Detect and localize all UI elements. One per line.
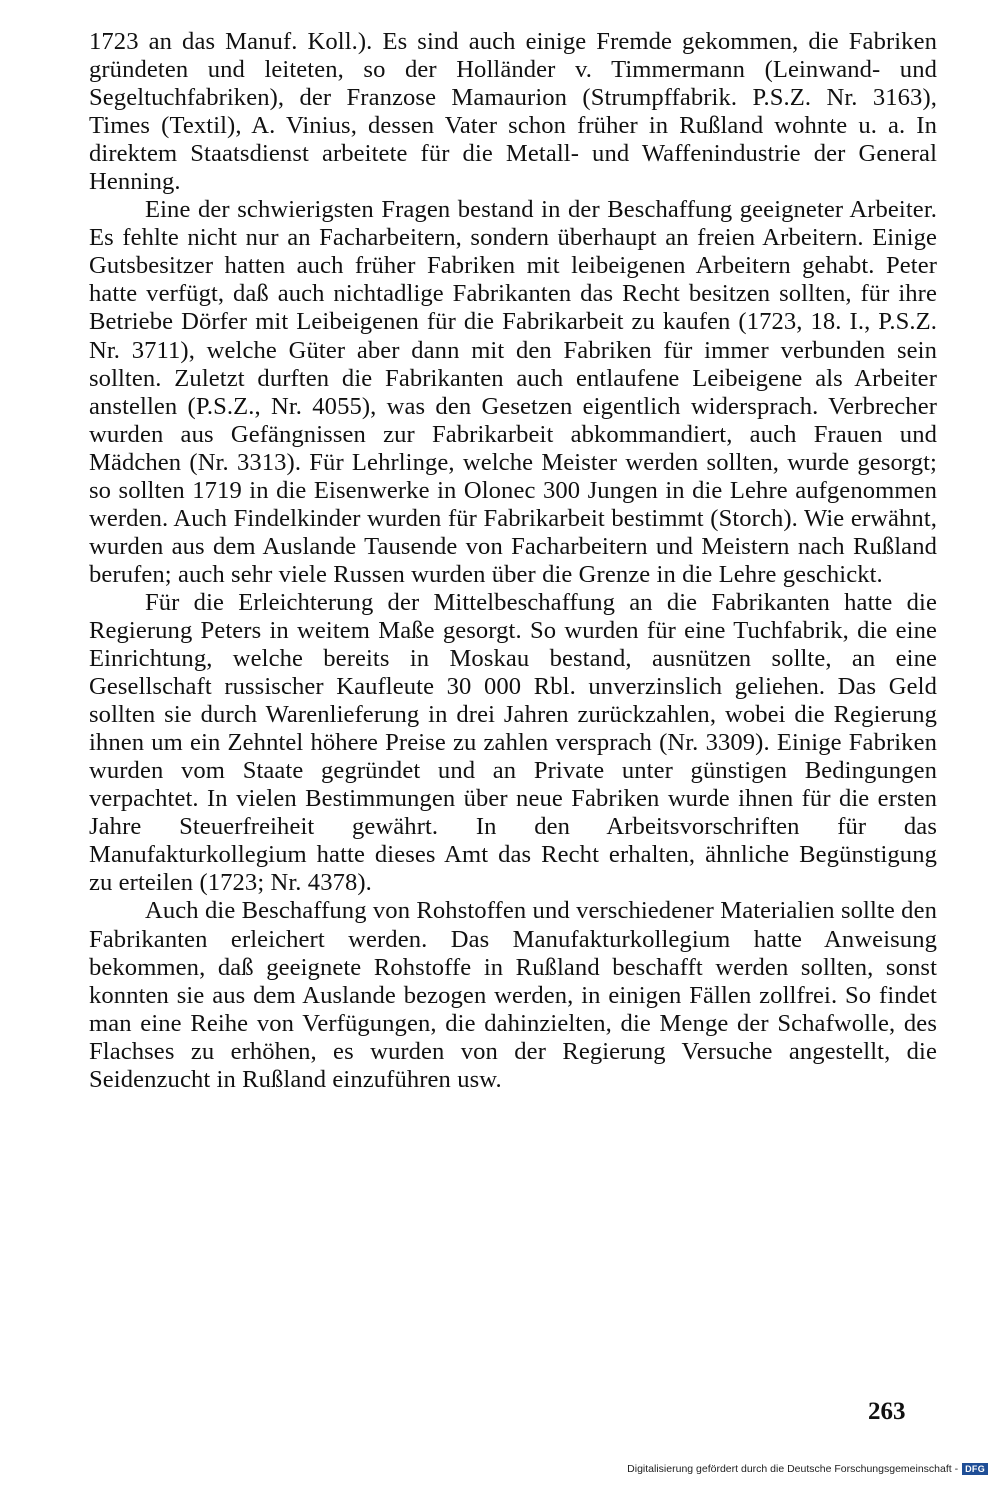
paragraph-1: 1723 an das Manuf. Koll.). Es sind auch einige Fremde gekommen, die Fabriken gründeten und leiteten, so der Holländer v. Timmermann (Leinwand- und Segeltuchfabriken), der Franzose Mamaurion (Strumpffabrik. P.S.Z. Nr. 3163), Times (Textil), A. Vinius, dessen Vater schon früher in Rußland wohnte u. a. In direktem Staatsdienst arbeitete für die Metall- und Waffenindustrie der General Henning.: [89, 28, 937, 196]
dfg-logo-icon: DFG: [962, 1463, 988, 1475]
page-body: [89, 28, 937, 1094]
digitization-footer: [627, 1463, 988, 1475]
paragraph-4: Auch die Beschaffung von Rohstoffen und verschiedener Materialien sollte den Fabrikanten erleichert werden. Das Manufakturkollegium hatte Anweisung bekommen, daß geeignete Rohstoffe in Rußland beschafft werden sollten, sonst konnten sie aus dem Auslande bezogen werden, in einigen Fällen zollfrei. So findet man eine Reihe von Verfügungen, die dahinzielten, die Menge der Schafwolle, des Flachses zu erhöhen, es wurden von der Regierung Versuche angestellt, die Seidenzucht in Rußland einzuführen usw.: [89, 897, 937, 1093]
paragraph-2: Eine der schwierigsten Fragen bestand in der Beschaffung geeigneter Arbeiter. Es fehlte nicht nur an Facharbeitern, sondern überhaupt an freien Arbeitern. Einige Gutsbesitzer hatten auch früher Fabriken mit leibeigenen Arbeitern gehabt. Peter hatte verfügt, daß auch nichtadlige Fabrikanten das Recht besitzen sollten, für ihre Betriebe Dörfer mit Leibeigenen für die Fabrikarbeit zu kaufen (1723, 18. I., P.S.Z. Nr. 3711), welche Güter aber dann mit den Fabriken für immer verbunden sein sollten. Zuletzt durften die Fabrikanten auch entlaufene Leibeigene als Arbeiter anstellen (P.S.Z., Nr. 4055), was den Gesetzen eigentlich widersprach. Verbrecher wurden aus Gefängnissen zur Fabrikarbeit abkommandiert, auch Frauen und Mädchen (Nr. 3313). Für Lehrlinge, welche Meister werden sollten, wurde gesorgt; so sollten 1719 in die Eisenwerke in Olonec 300 Jungen in die Lehre aufgenommen werden. Auch Findelkinder wurden für Fabrikarbeit bestimmt (Storch). Wie erwähnt, wurden aus dem Auslande Tausende von Facharbeitern und Meistern nach Rußland berufen; auch sehr viele Russen wurden über die Grenze in die Lehre geschickt.: [89, 196, 937, 588]
footer-credit-text: Digitalisierung gefördert durch die Deutsche Forschungsgemeinschaft -: [627, 1463, 959, 1475]
page-number: 263: [868, 1398, 906, 1425]
paragraph-3: Für die Erleichterung der Mittelbeschaffung an die Fabrikanten hatte die Regierung Peters in weitem Maße gesorgt. So wurden für eine Tuchfabrik, die eine Einrichtung, welche bereits in Moskau bestand, ausnützen sollte, an eine Gesellschaft russischer Kaufleute 30 000 Rbl. unverzinslich geliehen. Das Geld sollten sie durch Warenlieferung in drei Jahren zurückzahlen, wobei die Regierung ihnen um ein Zehntel höhere Preise zu zahlen versprach (Nr. 3309). Einige Fabriken wurden vom Staate gegründet und an Private unter günstigen Bedingungen verpachtet. In vielen Bestimmungen über neue Fabriken wurde ihnen für die ersten Jahre Steuerfreiheit gewährt. In den Arbeitsvorschriften für das Manufakturkollegium hatte dieses Amt das Recht erhalten, ähnliche Begünstigung zu erteilen (1723; Nr. 4378).: [89, 588, 937, 897]
